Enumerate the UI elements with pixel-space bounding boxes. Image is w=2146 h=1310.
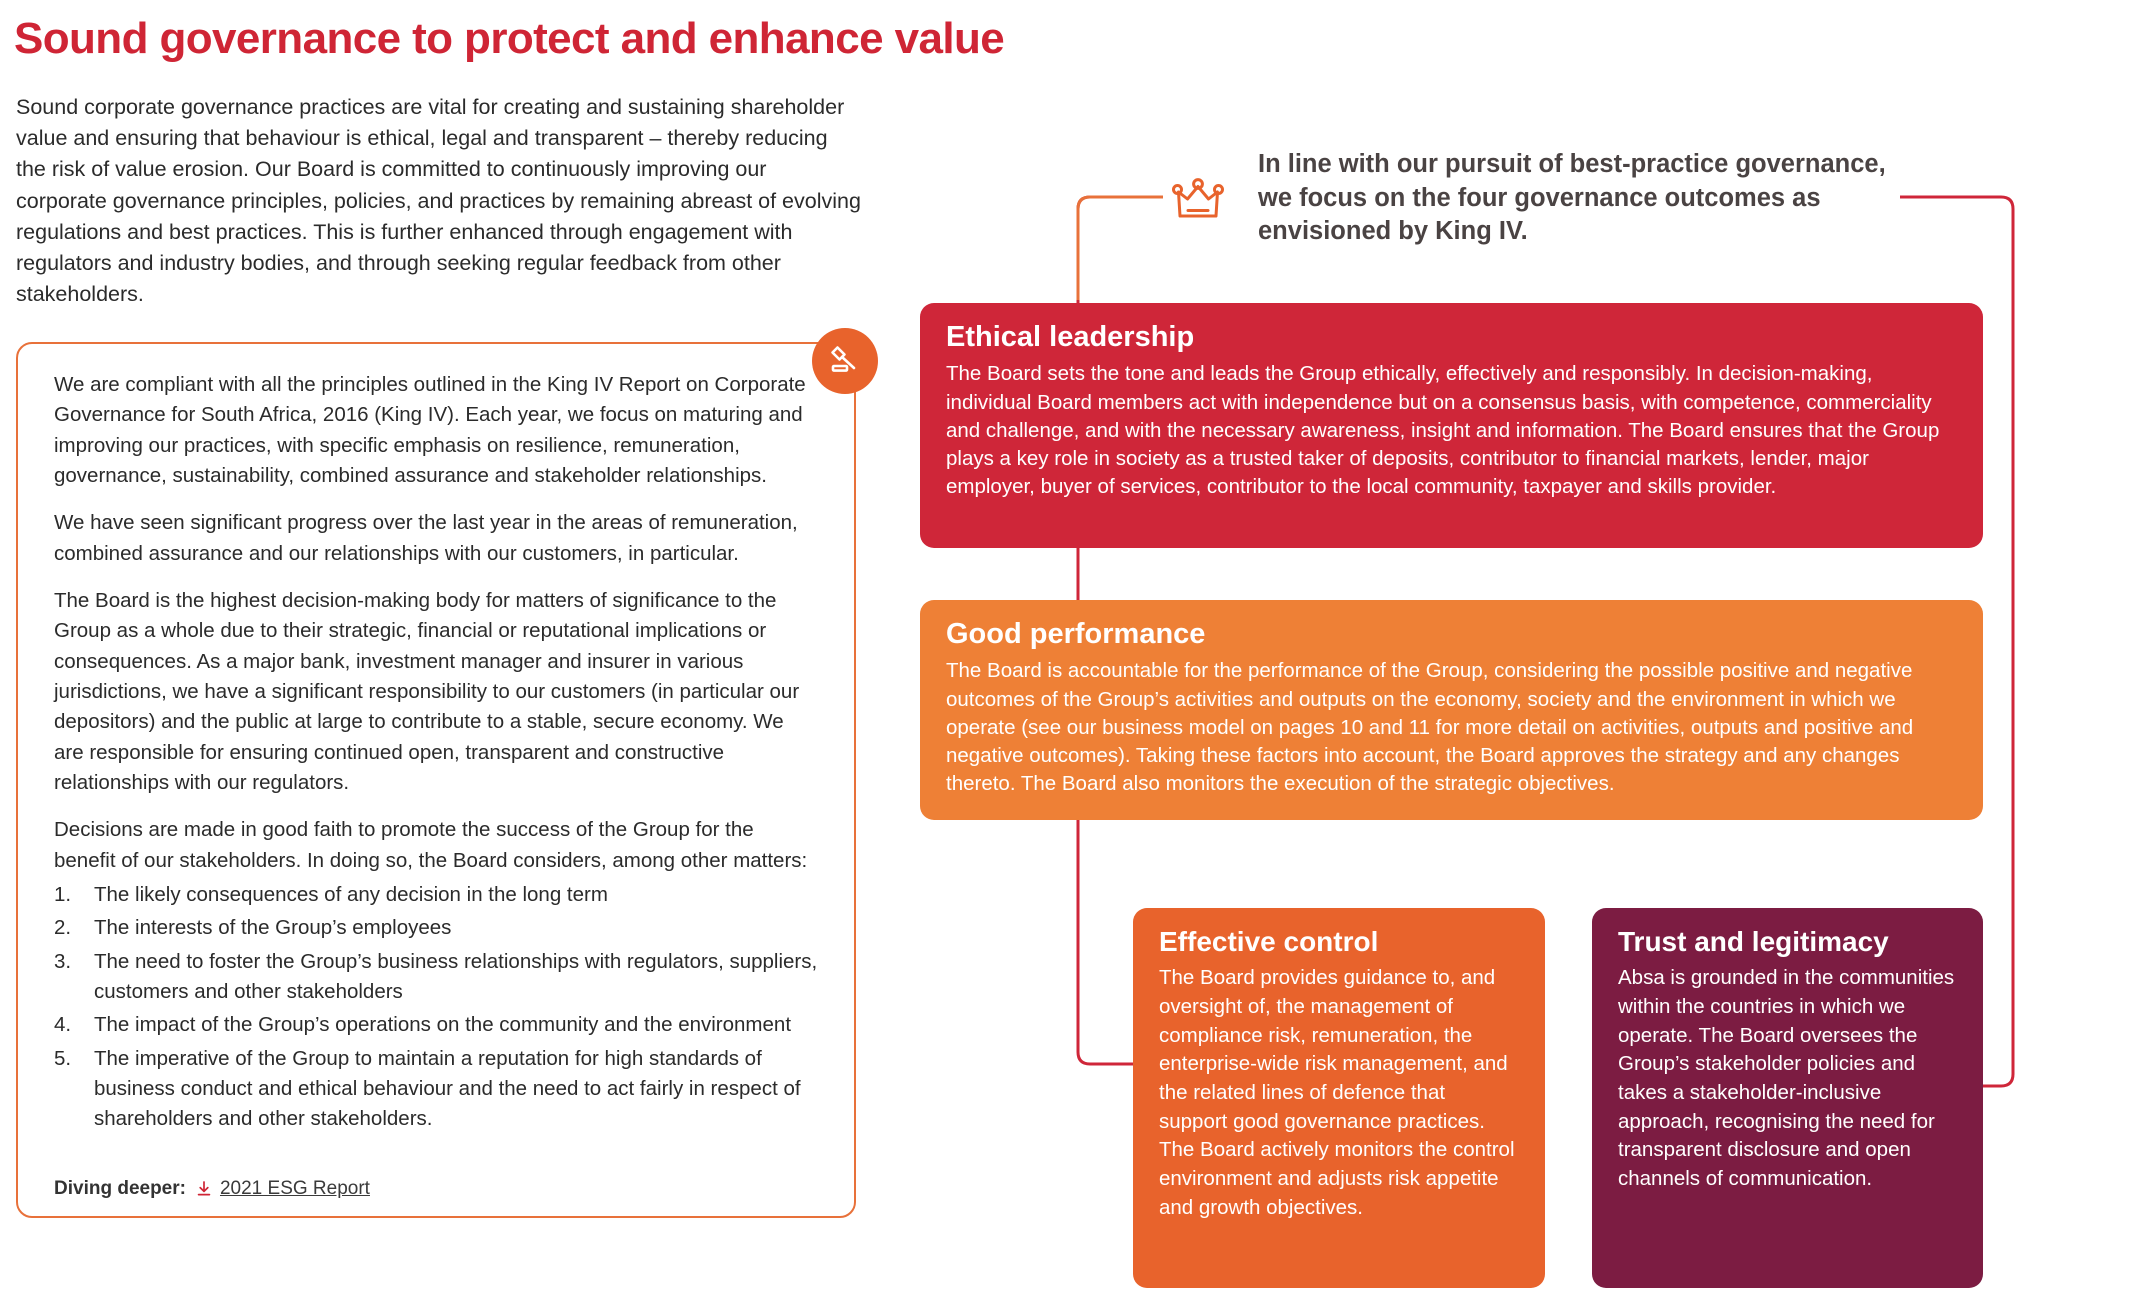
diving-deeper-label: Diving deeper: <box>54 1178 186 1199</box>
considerations-list <box>54 880 818 1135</box>
intro-paragraph: Sound corporate governance practices are vital for creating and sustaining shareholder value and ensuring that behaviour is ethical, legal and transparent – thereby reducing the risk of value erosion. Our Board is committed to continuously improving our corporate governance principles, policies, and practices by remaining abreast of evolving regulations and best practices. This is further enhanced through engagement with regulators and industry bodies, and through seeking regular feedback from other stakeholders. <box>16 95 861 307</box>
compliance-paragraph-4: Decisions are made in good faith to promote the success of the Group for the benefit of our stakeholders. In doing so, the Board considers, among other matters: <box>54 818 808 872</box>
card-title: Effective control <box>1159 926 1379 957</box>
card-body: The Board sets the tone and leads the Group ethically, effectively and responsibly. In decision-making, individual Board members act with independence but on a consensus basis, with competence, commerciality and challenge, and with the necessary awareness, insight and information. The Board ensures that the Group plays a key role in society as a trusted taker of deposits, contributor to financial markets, lender, major employer, buyer of services, contributor to the local community, taxpayer and skills provider. <box>946 362 1940 499</box>
outcome-card-ethical-leadership <box>920 303 1983 548</box>
page-title: Sound governance to protect and enhance value <box>14 14 1005 63</box>
king-iv-statement: In line with our pursuit of best-practice governance, we focus on the four governance outcomes as envisioned by King IV. <box>1258 150 1886 246</box>
list-item: The impact of the Group’s operations on the community and the environment <box>94 1013 792 1037</box>
crown-icon <box>1170 176 1226 224</box>
compliance-box <box>16 342 856 1218</box>
card-body: Absa is grounded in the communities within the countries in which we operate. The Board oversees the Group’s stakeholder policies and takes a stakeholder-inclusive approach, recognising the need for transparent disclosure and open channels of communication. <box>1618 966 1955 1190</box>
card-body: The Board is accountable for the performance of the Group, considering the possible positive and negative outcomes of the Group’s activities and outputs on the economy, society and the environment in which we operate (see our business model on pages 10 and 11 for more detail on activities, outputs and positive and negative outcomes). Taking these factors into account, the Board approves the strategy and any changes thereto. The Board also monitors the execution of the strategic objectives. <box>946 659 1914 796</box>
card-title: Ethical leadership <box>946 321 1195 353</box>
list-item: The likely consequences of any decision in the long term <box>94 882 608 906</box>
card-title: Good performance <box>946 618 1206 650</box>
compliance-paragraph-2: We have seen significant progress over the last year in the areas of remuneration, combined assurance and our relationships with our customers, in particular. <box>54 511 798 565</box>
outcome-card-trust-and-legitimacy <box>1592 908 1983 1288</box>
card-body: The Board provides guidance to, and oversight of, the management of compliance risk, remuneration, the enterprise-wide risk management, and the related lines of defence that support good governance practices. The Board actively monitors the control environment and adjusts risk appetite and growth objectives. <box>1159 966 1515 1219</box>
card-title: Trust and legitimacy <box>1618 926 1889 957</box>
compliance-paragraph-1: We are compliant with all the principles outlined in the King IV Report on Corporate Governance for South Africa, 2016 (King IV). Each year, we focus on maturing and improving our practices, with specific emphasis on resilience, remuneration, governance, sustainability, combined assurance and stakeholder relationships. <box>54 373 806 487</box>
list-item: The need to foster the Group’s business relationships with regulators, suppliers, customers and other stakeholders <box>94 949 818 1003</box>
compliance-paragraph-3: The Board is the highest decision-making body for matters of significance to the Group as a whole due to their strategic, financial or reputational implications or consequences. As a major bank, investment manager and insurer in various jurisdictions, we have a significant responsibility to our customers (in particular our depositors) and the public at large to contribute to a stable, secure economy. We are responsible for ensuring continued open, transparent and constructive relationships with our regulators. <box>54 588 800 794</box>
diving-deeper <box>54 1178 370 1200</box>
outcome-card-effective-control <box>1133 908 1545 1288</box>
outcome-card-good-performance <box>920 600 1983 820</box>
gavel-icon <box>812 328 878 394</box>
list-item: The interests of the Group’s employees <box>94 916 452 940</box>
list-item: The imperative of the Group to maintain a reputation for high standards of business conduct and ethical behaviour and the need to act fairly in respect of shareholders and other stakeholders. <box>94 1046 801 1131</box>
esg-report-link[interactable]: 2021 ESG Report <box>219 1178 370 1199</box>
download-icon[interactable] <box>195 1180 213 1198</box>
